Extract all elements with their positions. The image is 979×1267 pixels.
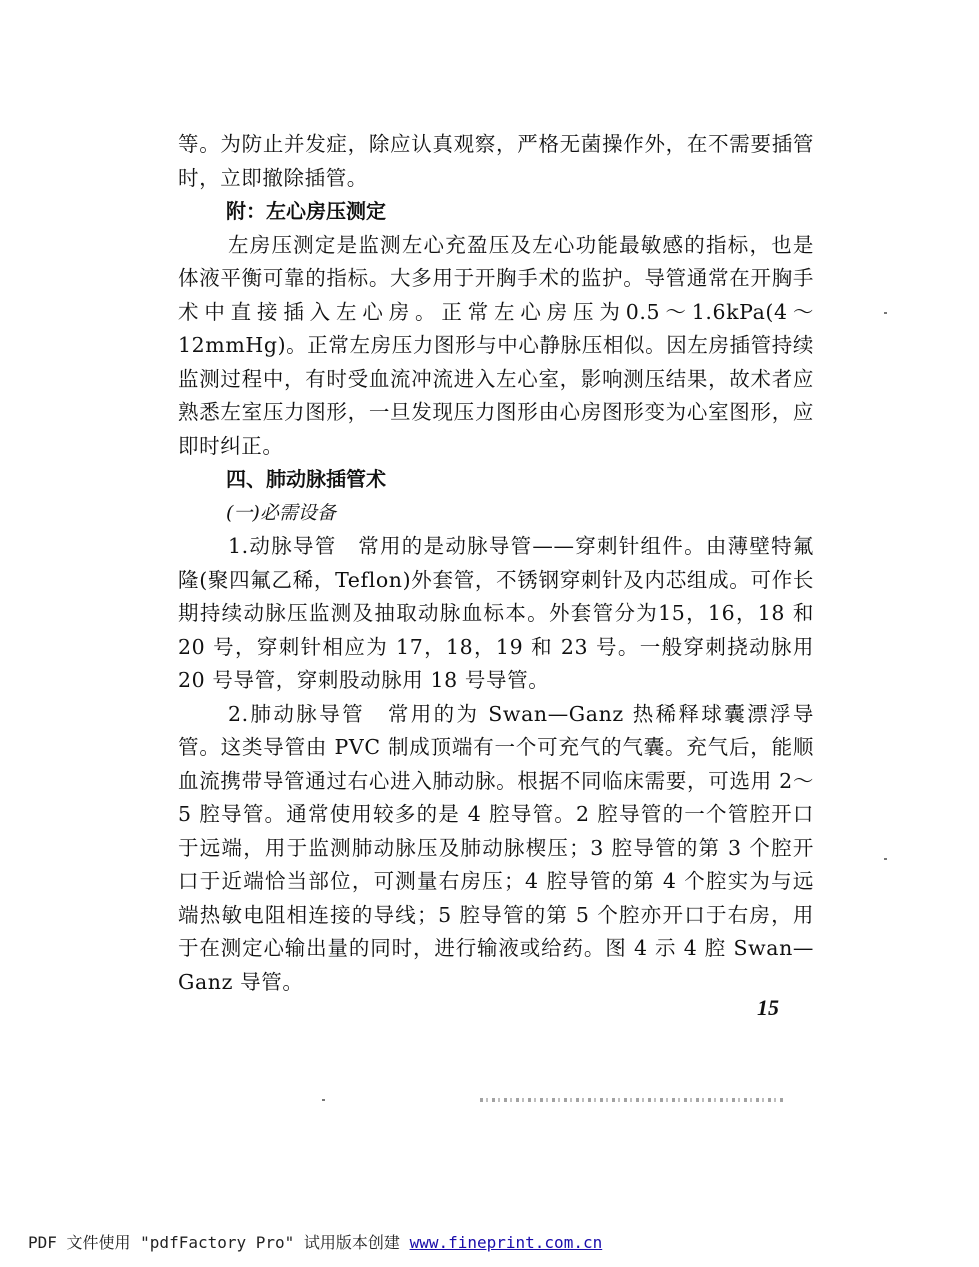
scan-artifact-dot [884, 858, 887, 860]
paragraph-arterial-catheter: 1.动脉导管 常用的是动脉导管——穿刺针组件。由薄壁特氟隆(聚四氟乙稀，Teflon)外套管，不锈钢穿刺针及内芯组成。可作长期持续动脉压监测及抽取动脉血标本。外套管分为15，16，18 和 20 号，穿刺针相应为 17，18，19 和 23 号。一般穿刺挠动脉用 20 号导管，穿刺股动脉用 18 号导管。 [178, 534, 814, 692]
footer-link[interactable]: www.fineprint.com.cn [409, 1233, 603, 1252]
page-number: 15 [757, 995, 779, 1020]
section-heading-left-atrial-pressure: 附：左心房压测定 [226, 199, 386, 223]
footer-text: PDF 文件使用 "pdfFactory Pro" 试用版本创建 [28, 1233, 410, 1252]
scan-artifact-dot [884, 312, 887, 314]
scan-artifact-line [480, 1098, 785, 1102]
page-body [178, 128, 814, 999]
paragraph-continuation: 等。为防止并发症，除应认真观察，严格无菌操作外，在不需要插管时，立即撤除插管。 [178, 132, 814, 190]
paragraph-left-atrial-pressure: 左房压测定是监测左心充盈压及左心功能最敏感的指标，也是体液平衡可靠的指标。大多用于开胸手术的监护。导管通常在开胸手术中直接插入左心房。正常左心房压为0.5～1.6kPa(4～12mmHg)。正常左房压力图形与中心静脉压相似。因左房插管持续监测过程中，有时受血流冲流进入左心室，影响测压结果，故术者应熟悉左室压力图形，一旦发现压力图形由心房图形变为心室图形，应即时纠正。 [178, 232, 814, 458]
section-heading-pulmonary-artery-catheterization: 四、肺动脉插管术 [226, 467, 386, 491]
scan-artifact-dot [322, 1099, 325, 1101]
paragraph-pulmonary-artery-catheter: 2.肺动脉导管 常用的为 Swan—Ganz 热稀释球囊漂浮导管。这类导管由 PVC 制成顶端有一个可充气的气囊。充气后，能顺血流携带导管通过右心进入肺动脉。根据不同临床需要，可选用 2～5 腔导管。通常使用较多的是 4 腔导管。2 腔导管的一个管腔开口于远端，用于监测肺动脉压及肺动脉楔压；3 腔导管的第 3 个腔开口于近端恰当部位，可测量右房压；4 腔导管的第 4 个腔实为与远端热敏电阻相连接的导线；5 腔导管的第 5 个腔亦开口于右房，用于在测定心输出量的同时，进行输液或给药。图 4 示 4 腔 Swan—Ganz 导管。 [178, 701, 814, 994]
pdf-footer [28, 1230, 602, 1253]
subsection-heading-equipment: (一)必需设备 [226, 501, 336, 524]
